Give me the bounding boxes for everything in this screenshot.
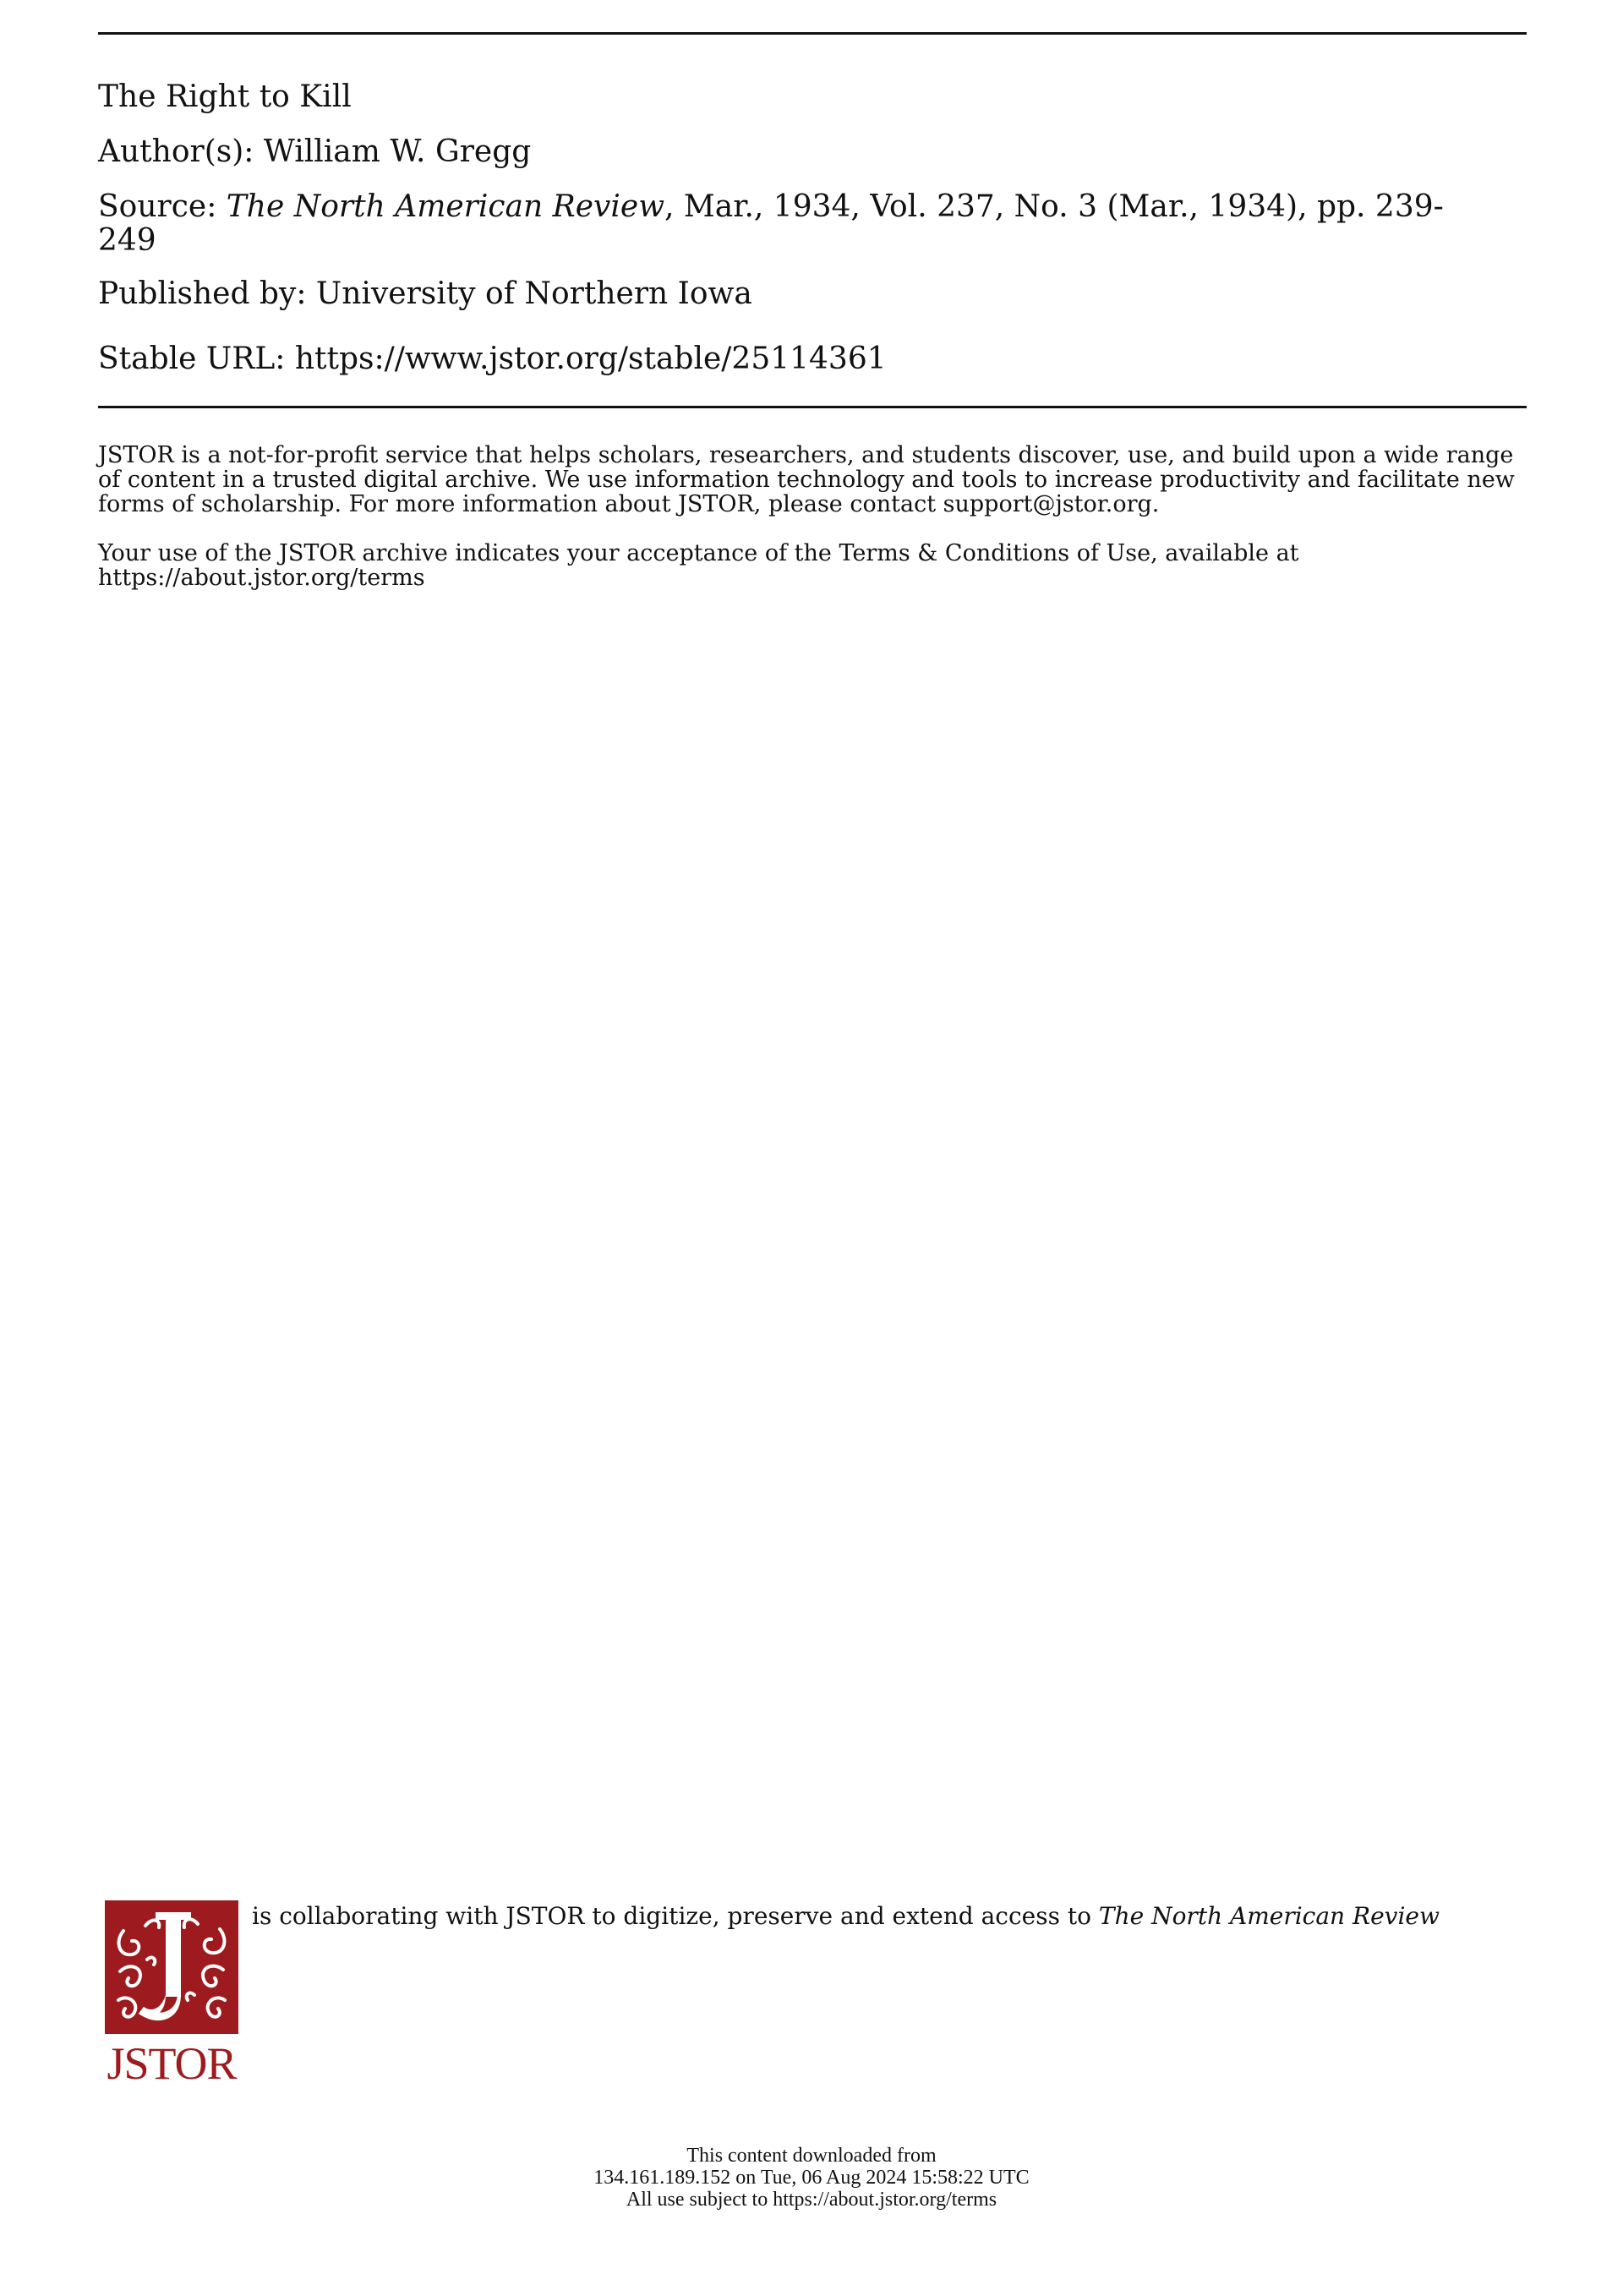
stable-url-link[interactable]: https://www.jstor.org/stable/25114361 (294, 342, 887, 376)
download-notice-line-2: 134.161.189.152 on Tue, 06 Aug 2024 15:58:22 UTC (593, 2167, 1030, 2189)
article-title (98, 80, 1527, 114)
source-line (98, 190, 1501, 258)
jstor-wordmark: JSTOR (107, 2038, 237, 2089)
publisher-line (98, 277, 1527, 311)
terms-paragraph: Your use of the JSTOR archive indicates your acceptance of the Terms & Conditions of Use, available at https://about.jstor.org/terms (98, 540, 1299, 591)
collaboration-journal: The North American Review (1098, 1902, 1440, 1930)
publisher-label: Published by: (98, 276, 307, 311)
top-divider (98, 32, 1527, 35)
stable-url-line (98, 342, 1527, 376)
collaboration-statement (252, 1904, 1452, 1929)
source-label: Source: (98, 189, 217, 224)
stable-url-label: Stable URL: (98, 342, 286, 376)
source-journal: The North American Review (226, 189, 665, 224)
jstor-logo-icon (105, 1900, 238, 2034)
download-notice (473, 2145, 1150, 2211)
author-name: William W. Gregg (263, 134, 532, 169)
download-notice-line-3: All use subject to https://about.jstor.org/terms (626, 2189, 997, 2211)
header-divider (98, 406, 1527, 408)
author-line (98, 135, 1527, 169)
author-label: Author(s): (98, 134, 254, 169)
download-notice-line-1: This content downloaded from (686, 2145, 937, 2167)
publisher-name: University of Northern Iowa (315, 276, 752, 311)
jstor-intro-paragraph: JSTOR is a not-for-profit service that helps scholars, researchers, and students discover, use, and build upon a wide range of content in a trusted digital archive. We use information technology and tools to increase productivity and facilitate new forms of scholarship. For more information about JSTOR, please contact support@jstor.org. (98, 442, 1515, 517)
collaboration-text: is collaborating with JSTOR to digitize, preserve and extend access to (252, 1902, 1091, 1930)
source-details: , Mar., 1934, Vol. 237, No. 3 (Mar., 1934), pp. 239-249 (98, 189, 1444, 258)
article-title-text: The Right to Kill (98, 79, 352, 114)
